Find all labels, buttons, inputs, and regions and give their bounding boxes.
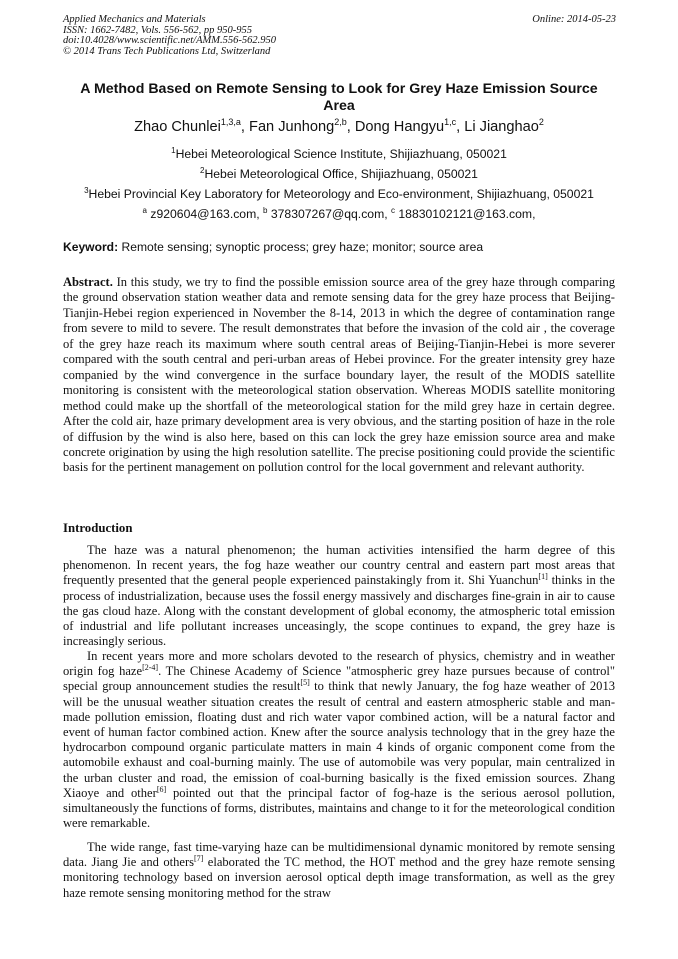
email-separator: , [384, 207, 391, 221]
author-name: Dong Hangyu [354, 119, 445, 135]
author-separator: , [346, 119, 355, 135]
paragraph-text: to think that newly January, the fog haze weather of 2013 will be the unusual weather situation creates the result of central and eastern atmospheric stable and man-made pollution emission, floating dust and rich water vapor combined action, will be a natural factor and event of human factor combined action. Knew after the source analysis technology that in the grey haze the hydrocarbon compound organic particulate matters in main 4 kinds of organic component come from the automobile exhaust and coal-burning mainly. The use of automobile was very popular, main centralized in the urban cluster and road, the emission of coal-burning basically is the fixed emission sources. Zhang Xiaoye and other [63, 679, 615, 800]
citation[interactable]: [7] [194, 854, 204, 864]
paragraph-text: In recent years more and more scholars devoted to the research of physics, chemistry and in weather origin fog haze [63, 649, 615, 679]
journal-header [63, 15, 483, 57]
author-separator: , [240, 119, 250, 135]
paper-title: A Method Based on Remote Sensing to Look for Grey Haze Emission Source Area [80, 81, 598, 114]
author-name: Li Jianghao [464, 119, 539, 135]
abstract-label: Abstract. [63, 275, 113, 289]
abstract-text: In this study, we try to find the possible emission source area of the grey haze through comparing the ground observation station weather data and remote sensing data for the grey haze process that Beijing-Tianjin-Hebei region experienced in November the 8-14, 2013 in which the degree of contamination range from severe to mild to severe. The result demonstrates that before the invasion of the cold air , the coverage of the grey haze reach its maximum where south central areas of Beijing-Tianjin-Hebei is more severer compared with the south central and peri-urban areas of Hebei province. For the greater intensity grey haze companied by the wind convergence in the surface boundary layer, the result of the MODIS satellite monitoring is consistent with the meteorological station observation. Whereas MODIS satellite monitoring method could make up the shortfall of the meteorological station for the mild grey haze in certain degree. After the cold air, haze primary development area is very obvious, and the starting position of haze in the role of diffusion by the wind is also here, based on this can lock the grey haze emission source area and make concrete origination by using the high resolution satellite. The precise positioning could provide the scientific basis for the pertinent management on pollution control for the local government and relevant authority. [63, 275, 615, 475]
abstract [63, 275, 615, 476]
citation[interactable]: [6] [156, 784, 167, 794]
email-address[interactable]: 18830102121@163.com [398, 207, 533, 221]
journal-name: Applied Mechanics and Materials [63, 14, 206, 25]
author-affiliation-mark: 2,b [334, 117, 347, 127]
email-list [40, 207, 638, 222]
intro-paragraph-3 [63, 840, 615, 901]
intro-paragraph-1 [63, 543, 615, 649]
keyword-label: Keyword: [63, 240, 119, 254]
email-mark: b [263, 206, 268, 215]
email-separator: , [532, 207, 536, 221]
affiliation-mark: 2 [200, 166, 205, 175]
author-affiliation-mark: 2 [538, 117, 544, 127]
journal-doi: doi:10.4028/www.scientific.net/AMM.556-562.950 [63, 35, 276, 47]
affiliation [40, 187, 638, 202]
affiliation-mark: 3 [84, 186, 89, 195]
citation[interactable]: [1] [538, 572, 548, 582]
journal-issn: ISSN: 1662-7482, Vols. 556-562, pp 950-955 [63, 24, 252, 36]
email-address[interactable]: z920604@163.com [150, 207, 257, 221]
paragraph-text: . The Chinese Academy of Science "atmospheric grey haze pursues because of control" special group announcement studies the result [63, 664, 615, 694]
paragraph-text: elaborated the TC method, the HOT method and the grey haze remote sensing monitoring technology based on inversion aerosol optical depth image transformation, as well as the grey haze remote sensing monitoring method for the straw [63, 855, 615, 900]
citation[interactable]: [2-4] [142, 663, 159, 673]
online-date: Online: 2014-05-23 [532, 14, 616, 25]
email-mark: c [391, 206, 395, 215]
author-affiliation-mark: 1,c [444, 117, 457, 127]
paragraph-text: thinks in the process of industrialization, because uses the fossil energy massively and discharges fine-grain in air to cause the gas cloud haze. Along with the constant development of global economy, the atmospheric total emission of industrial and life pollutant increases unceasingly, the scope continues to expand, the grey haze is increasingly serious. [63, 573, 615, 649]
email-mark: a [142, 206, 147, 215]
paragraph-text: The wide range, fast time-varying haze can be multidimensional dynamic monitored by remote sensing data. Jiang Jie and others [63, 840, 615, 870]
keywords [63, 240, 615, 255]
author-list [63, 118, 615, 137]
journal-copyright: © 2014 Trans Tech Publications Ltd, Switzerland [63, 45, 271, 57]
email-address[interactable]: 378307267@qq.com [270, 207, 385, 221]
keyword-text: Remote sensing; synoptic process; grey haze; monitor; source area [121, 240, 484, 254]
section-heading-introduction: Introduction [63, 521, 133, 535]
author-name: Zhao Chunlei [134, 119, 221, 135]
affiliation [40, 147, 638, 162]
intro-paragraph-2 [63, 649, 615, 831]
author-separator: , [456, 119, 465, 135]
affiliation-text: Hebei Meteorological Science Institute, Shijiazhuang, 050021 [175, 147, 507, 161]
affiliation [40, 167, 638, 182]
affiliation-text: Hebei Meteorological Office, Shijiazhuang, 050021 [204, 167, 478, 181]
affiliation-mark: 1 [171, 146, 176, 155]
affiliation-text: Hebei Provincial Key Laboratory for Meteorology and Eco-environment, Shijiazhuang, 050021 [88, 187, 594, 201]
email-separator: , [256, 207, 264, 221]
paragraph-text: The haze was a natural phenomenon; the human activities intensified the harm degree of this phenomenon. In recent years, the fog haze weather our country central and eastern part most areas that frequently presented that the general people experienced painstakingly from it. Shi Yuanchun [63, 543, 615, 588]
paragraph-text: pointed out that the principal factor of fog-haze is the serious aerosol pollution, simultaneously the functions of forms, distributes, maintains and change to it for the meteorological condition were remarkable. [63, 785, 615, 831]
author-affiliation-mark: 1,3,a [220, 117, 241, 127]
author-name: Fan Junhong [249, 119, 335, 135]
citation[interactable]: [5] [300, 678, 310, 688]
